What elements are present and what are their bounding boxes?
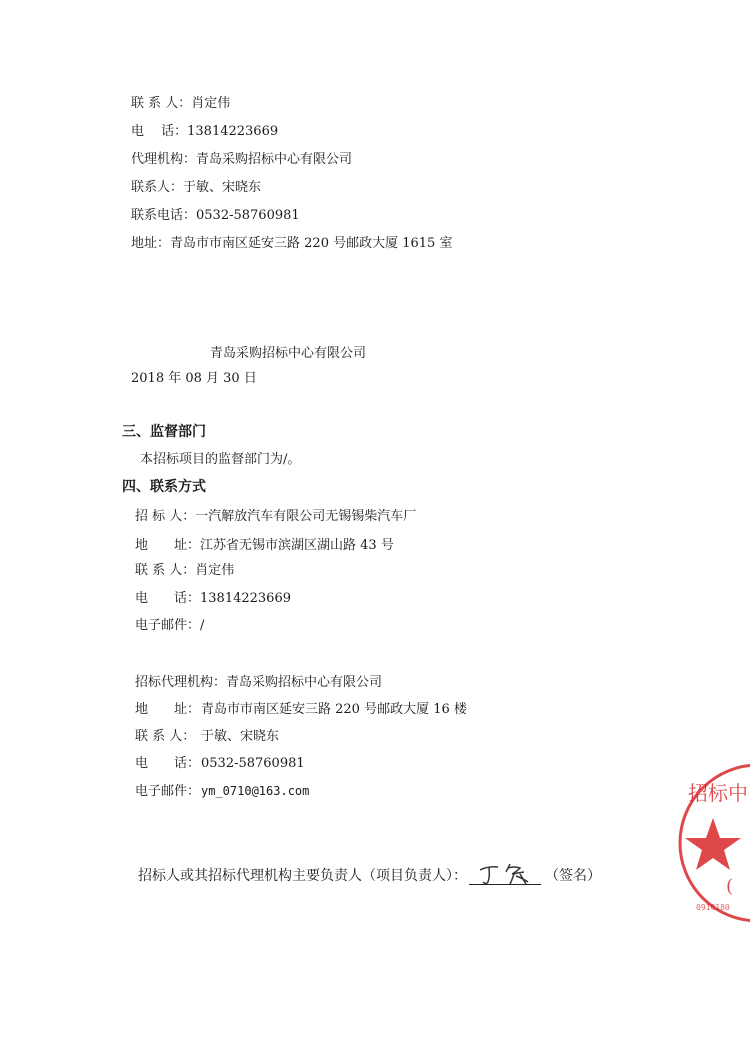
tenderer-contact-line <box>135 563 234 579</box>
agency2-phone-line <box>135 756 305 772</box>
tenderer-value: 一汽解放汽车有限公司无锡锡柴汽车厂 <box>195 509 417 524</box>
phone-value: 13814223669 <box>187 124 279 139</box>
section3-heading: 三、监督部门 <box>122 424 206 440</box>
signature-suffix: （签名） <box>545 868 601 884</box>
tenderer-contact-label: 联 系 人： <box>135 563 196 578</box>
phone-line <box>131 124 278 140</box>
agency2-label: 招标代理机构： <box>135 675 227 690</box>
tenderer-contact-value: 肖定伟 <box>195 563 235 578</box>
agency2-phone-label: 电 话： <box>135 756 201 771</box>
seal-text: 招标中 <box>688 781 748 805</box>
agency2-email-line <box>135 783 309 800</box>
agency2-line <box>135 675 382 691</box>
tenderer-line <box>135 509 416 525</box>
agency-label: 代理机构： <box>131 152 197 167</box>
agency-value: 青岛采购招标中心有限公司 <box>196 152 353 167</box>
agency-phone-line <box>131 208 300 224</box>
agency2-phone-value: 0532-58760981 <box>201 756 305 771</box>
agency-phone-value: 0532-58760981 <box>196 208 300 223</box>
agency2-contact-label: 联 系 人： <box>135 729 196 744</box>
tenderer-email-label: 电子邮件： <box>135 618 201 633</box>
agency2-address-line <box>135 702 467 718</box>
address-value: 青岛市市南区延安三路 220 号邮政大厦 1615 室 <box>170 236 453 251</box>
tenderer-email-value: / <box>200 618 205 633</box>
agency2-email-value: ym_0710@163.com <box>201 784 310 798</box>
agency2-email-label: 电子邮件： <box>135 784 201 799</box>
contact-person-value: 肖定伟 <box>191 96 231 111</box>
agency2-address-value: 青岛市市南区延安三路 220 号邮政大厦 16 楼 <box>201 702 467 717</box>
agency2-contact-line <box>135 729 279 745</box>
signature-prompt: 招标人或其招标代理机构主要负责人（项目负责人）： <box>138 868 467 884</box>
tenderer-phone-label: 电 话： <box>135 591 201 606</box>
contact-person-line <box>131 96 230 112</box>
address-label: 地址： <box>131 236 171 251</box>
agency-phone-label: 联系电话： <box>131 208 197 223</box>
agency-line <box>131 152 352 168</box>
tenderer-label: 招 标 人： <box>135 509 196 524</box>
agency2-value: 青岛采购招标中心有限公司 <box>226 675 383 690</box>
issue-date: 2018 年 08 月 30 日 <box>131 371 257 386</box>
agency2-contact-value: 于敏、宋晓东 <box>201 729 280 744</box>
seal-serial: 0910180 <box>696 903 730 912</box>
issuer-name: 青岛采购招标中心有限公司 <box>210 346 367 361</box>
section3-text: 本招标项目的监督部门为/。 <box>140 452 301 467</box>
agency-contact-label: 联系人： <box>131 180 184 195</box>
tenderer-address-value: 江苏省无锡市滨湖区湖山路 43 号 <box>200 538 394 553</box>
tenderer-phone-value: 13814223669 <box>200 591 291 606</box>
agency2-address-label: 地 址： <box>135 702 201 717</box>
tenderer-address-line <box>135 538 394 554</box>
agency-contact-line <box>131 180 261 196</box>
phone-label: 电 话： <box>131 124 188 139</box>
section4-heading: 四、联系方式 <box>122 479 206 495</box>
company-seal-stamp <box>668 758 750 928</box>
tenderer-email-line <box>135 618 204 634</box>
signature-line <box>469 884 541 885</box>
tenderer-phone-line <box>135 591 291 607</box>
contact-person-label: 联 系 人： <box>131 96 192 111</box>
agency-contact-value: 于敏、宋晓东 <box>183 180 262 195</box>
svg-text:(: ( <box>726 876 734 897</box>
tenderer-address-label: 地 址： <box>135 538 201 553</box>
address-line <box>131 236 452 252</box>
